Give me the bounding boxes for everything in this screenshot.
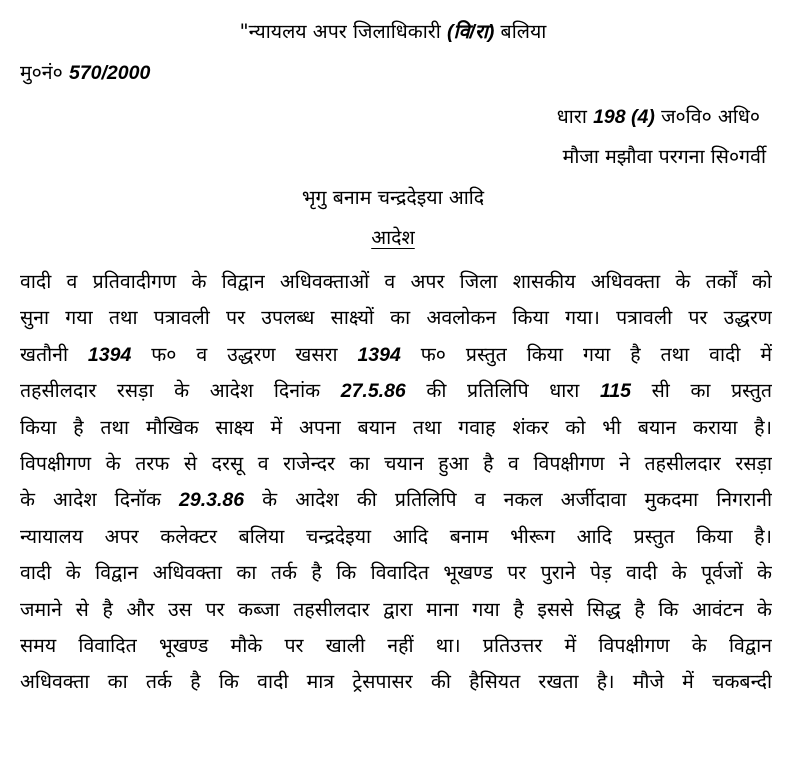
case-number-label: मु०नं०	[20, 61, 69, 84]
body-line: के आदेश दिनॉक 29.3.86 के आदेश की प्रतिलिपि व नकल अर्जीदावा मुकदमा निगरानी	[20, 488, 772, 512]
body-line: वादी व प्रतिवादीगण के विद्वान अधिवक्ताओं व अपर जिला शासकीय अधिवक्ता के तर्कों को	[20, 270, 772, 293]
court-title-paren: (वि/रा)	[447, 21, 495, 43]
section-value: 198 (4)	[593, 106, 655, 128]
village-line: मौजा मझौवा परगना सि०गर्वी	[562, 145, 766, 168]
body-line: तहसीलदार रसड़ा के आदेश दिनांक 27.5.86 की प्रतिलिपि धारा 115 सी का प्रस्तुत	[20, 379, 772, 403]
section-suffix: ज०वि० अधि०	[654, 105, 760, 128]
case-number	[20, 59, 150, 87]
body-line: किया है तथा मौखिक साक्ष्य में अपना बयान तथा गवाह शंकर को भी बयान कराया है।	[20, 415, 772, 439]
body-line: सुना गया तथा पत्रावली पर उपलब्ध साक्ष्यों का अवलोकन किया गया। पत्रावली पर उद्धरण	[20, 306, 772, 330]
body-line: वादी के विद्वान अधिवक्ता का तर्क है कि विवादित भूखण्ड पर पुराने पेड़ वादी के पूर्वजों के	[20, 561, 772, 585]
body-line: अधिवक्ता का तर्क है कि वादी मात्र ट्रेसपासर की हैसियत रखता है। मौजे में चकबन्दी	[20, 670, 772, 694]
order-heading: आदेश	[371, 226, 415, 249]
case-number-value: 570/2000	[68, 62, 151, 84]
body-line: समय विवादित भूखण्ड मौके पर खाली नहीं था। प्रतिउत्तर में विपक्षीगण के विद्वान	[20, 633, 772, 657]
body-line: खतौनी 1394 फ० व उद्धरण खसरा 1394 फ० प्रस्तुत किया गया है तथा वादी में	[20, 342, 772, 366]
court-title	[0, 18, 786, 46]
parties-line: भृगु बनाम चन्द्रदेइया आदि	[301, 186, 485, 209]
court-title-prefix: "न्यायलय अपर जिलाधिकारी	[239, 20, 448, 43]
court-title-suffix: बलिया	[494, 20, 547, 43]
body-line: विपक्षीगण के तरफ से दरसू व राजेन्दर का चयान हुआ है व विपक्षीगण ने तहसीलदार रसड़ा	[20, 451, 772, 475]
section-label: धारा	[556, 105, 594, 128]
order-body	[20, 264, 772, 701]
section-line	[557, 103, 760, 131]
body-line: जमाने से है और उस पर कब्जा तहसीलदार द्वारा माना गया है इससे सिद्ध है कि आवंटन के	[20, 597, 772, 621]
body-line: न्यायालय अपर कलेक्टर बलिया चन्द्रदेइया आदि बनाम भीरूग आदि प्रस्तुत किया है।	[20, 524, 772, 548]
